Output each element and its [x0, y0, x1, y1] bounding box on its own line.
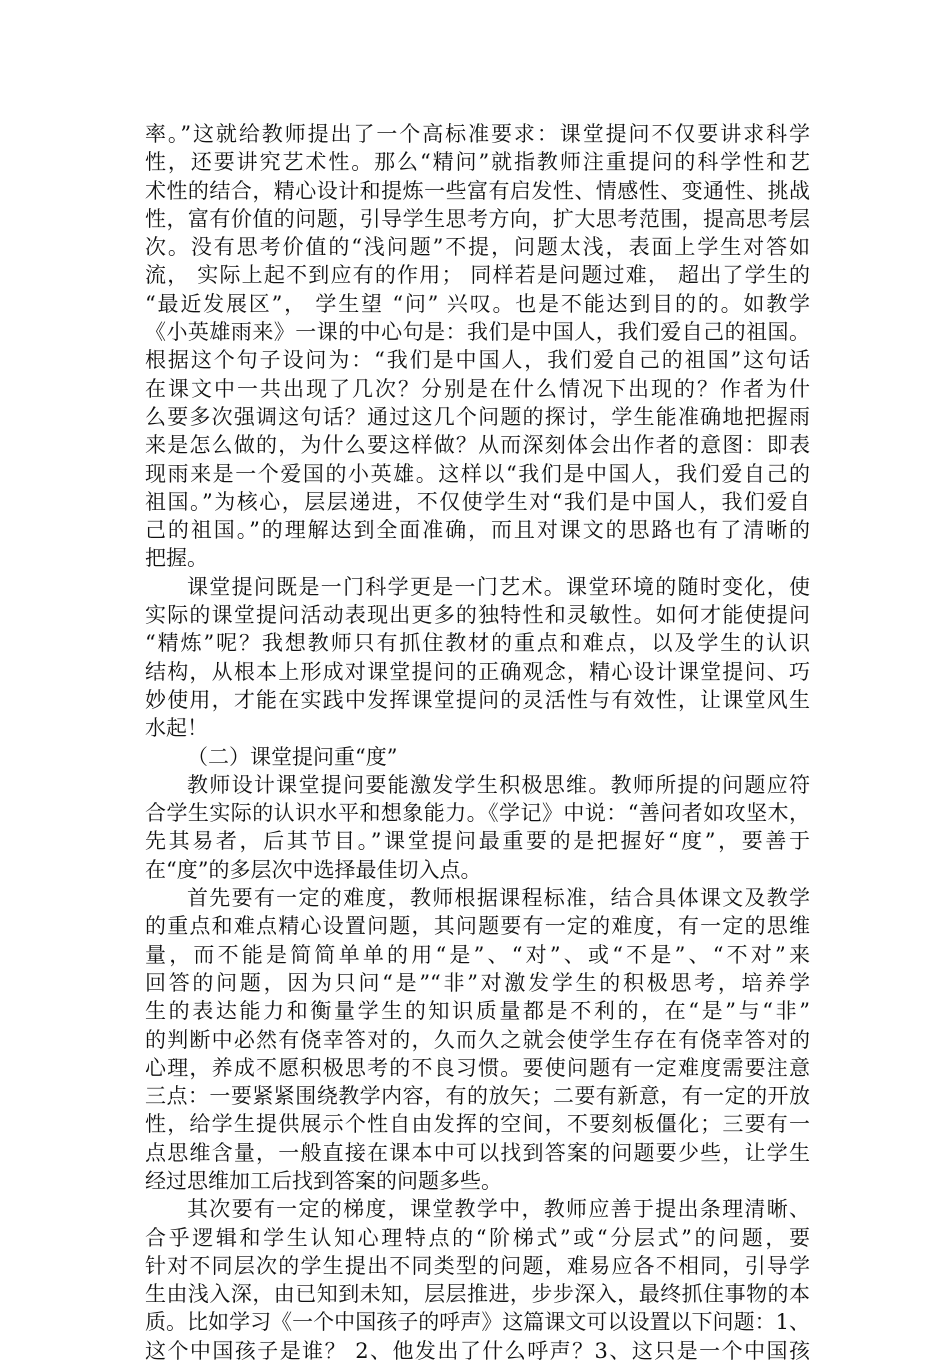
text-line: 合乎逻辑和学生认知心理特点的“阶梯式”或“分层式”的问题，要 — [145, 1225, 810, 1250]
text-line: 在课文中一共出现了几次？分别是在什么情况下出现的？作者为什 — [145, 376, 810, 401]
text-line: 点思维含量，一般直接在课本中可以找到答案的问题要少些，让学生 — [145, 1140, 810, 1165]
text-line: 《小英雄雨来》一课的中心句是：我们是中国人，我们爱自己的祖国。 — [145, 320, 810, 345]
text-line: 么要多次强调这句话？通过这几个问题的探讨，学生能准确地把握雨 — [145, 404, 810, 429]
text-line: 结构，从根本上形成对课堂提问的正确观念，精心设计课堂提问、巧 — [145, 659, 810, 684]
text-line: 的判断中必然有侥幸答对的，久而久之就会使学生存在有侥幸答对的 — [145, 1027, 810, 1052]
text-line: 己的祖国。”的理解达到全面准确，而且对课文的思路也有了清晰的 — [145, 518, 810, 543]
text-line: 心理，养成不愿积极思考的不良习惯。要使问题有一定难度需要注意 — [145, 1055, 810, 1080]
text-line: 妙使用，才能在实践中发挥课堂提问的灵活性与有效性，让课堂风生 — [145, 687, 810, 712]
text-line: 性，给学生提供展示个性自由发挥的空间，不要刻板僵化；三要有一 — [145, 1112, 810, 1137]
document-body-text — [145, 120, 810, 1365]
text-line: 这个中国孩子是谁？ 2、他发出了什么呼声？3、这只是一个中国孩 — [145, 1338, 810, 1363]
text-line: 回答的问题，因为只问“是”“非”对激发学生的积极思考，培养学 — [145, 970, 810, 995]
text-line: 来是怎么做的，为什么要这样做？从而深刻体会出作者的意图：即表 — [145, 433, 810, 458]
text-line: 在“度”的多层次中选择最佳切入点。 — [145, 857, 482, 882]
text-line: 根据这个句子设问为：“我们是中国人，我们爱自己的祖国”这句话 — [145, 348, 810, 373]
text-line: 性，富有价值的问题，引导学生思考方向，扩大思考范围，提高思考层 — [145, 206, 810, 231]
text-line: 三点：一要紧紧围绕教学内容，有的放矢；二要有新意，有一定的开放 — [145, 1084, 810, 1109]
text-line: 首先要有一定的难度，教师根据课程标准，结合具体课文及教学 — [187, 886, 810, 911]
text-line: 生的表达能力和衡量学生的知识质量都是不利的，在“是”与“非” — [145, 999, 810, 1024]
text-line: 率。”这就给教师提出了一个高标准要求：课堂提问不仅要讲求科学 — [145, 122, 810, 146]
text-line: 质。比如学习《一个中国孩子的呼声》这篇课文可以设置以下问题：1、 — [145, 1310, 810, 1335]
text-line: 合学生实际的认识水平和想象能力。《学记》中说：“善问者如攻坚木， — [145, 801, 810, 826]
text-line: 性，还要讲究艺术性。那么“精问”就指教师注重提问的科学性和艺 — [145, 150, 810, 175]
text-line: 实际的课堂提问活动表现出更多的独特性和灵敏性。如何才能使提问 — [145, 603, 810, 628]
text-line: 针对不同层次的学生提出不同类型的问题，难易应各不相同，引导学 — [145, 1253, 810, 1278]
text-line: 先其易者，后其节目。”课堂提问最重要的是把握好“度”，要善于 — [145, 829, 810, 854]
text-line: （二）课堂提问重“度” — [187, 744, 398, 769]
text-line: 次。没有思考价值的“浅问题”不提，问题太浅，表面上学生对答如 — [145, 235, 810, 260]
text-line: 经过思维加工后找到答案的问题多些。 — [145, 1168, 502, 1193]
text-line: 生由浅入深，由已知到未知，层层推进，步步深入，最终抓住事物的本 — [145, 1282, 810, 1307]
text-line: 量，而不能是简简单单的用“是”、“对”、或“不是”、“不对”来 — [145, 942, 810, 967]
text-line: 教师设计课堂提问要能激发学生积极思维。教师所提的问题应符 — [187, 772, 810, 797]
text-line: 课堂提问既是一门科学更是一门艺术。课堂环境的随时变化，使 — [187, 574, 810, 599]
text-line: “精炼”呢？我想教师只有抓住教材的重点和难点，以及学生的认识 — [145, 631, 810, 656]
text-line: 现雨来是一个爱国的小英雄。这样以“我们是中国人，我们爱自己的 — [145, 461, 810, 486]
text-line: 术性的结合，精心设计和提炼一些富有启发性、情感性、变通性、挑战 — [145, 178, 810, 203]
text-line: 的重点和难点精心设置问题，其问题要有一定的难度，有一定的思维 — [145, 914, 810, 939]
text-line: 把握。 — [145, 546, 208, 571]
text-line: 其次要有一定的梯度，课堂教学中，教师应善于提出条理清晰、 — [187, 1197, 810, 1222]
text-line: 流， 实际上起不到应有的作用； 同样若是问题过难， 超出了学生的 — [145, 263, 810, 288]
text-line: 祖国。”为核心，层层递进，不仅使学生对“我们是中国人，我们爱自 — [145, 489, 810, 514]
text-line: 水起！ — [145, 716, 208, 741]
text-line: “最近发展区”， 学生望 “问” 兴叹。也是不能达到目的的。如教学 — [145, 291, 810, 316]
